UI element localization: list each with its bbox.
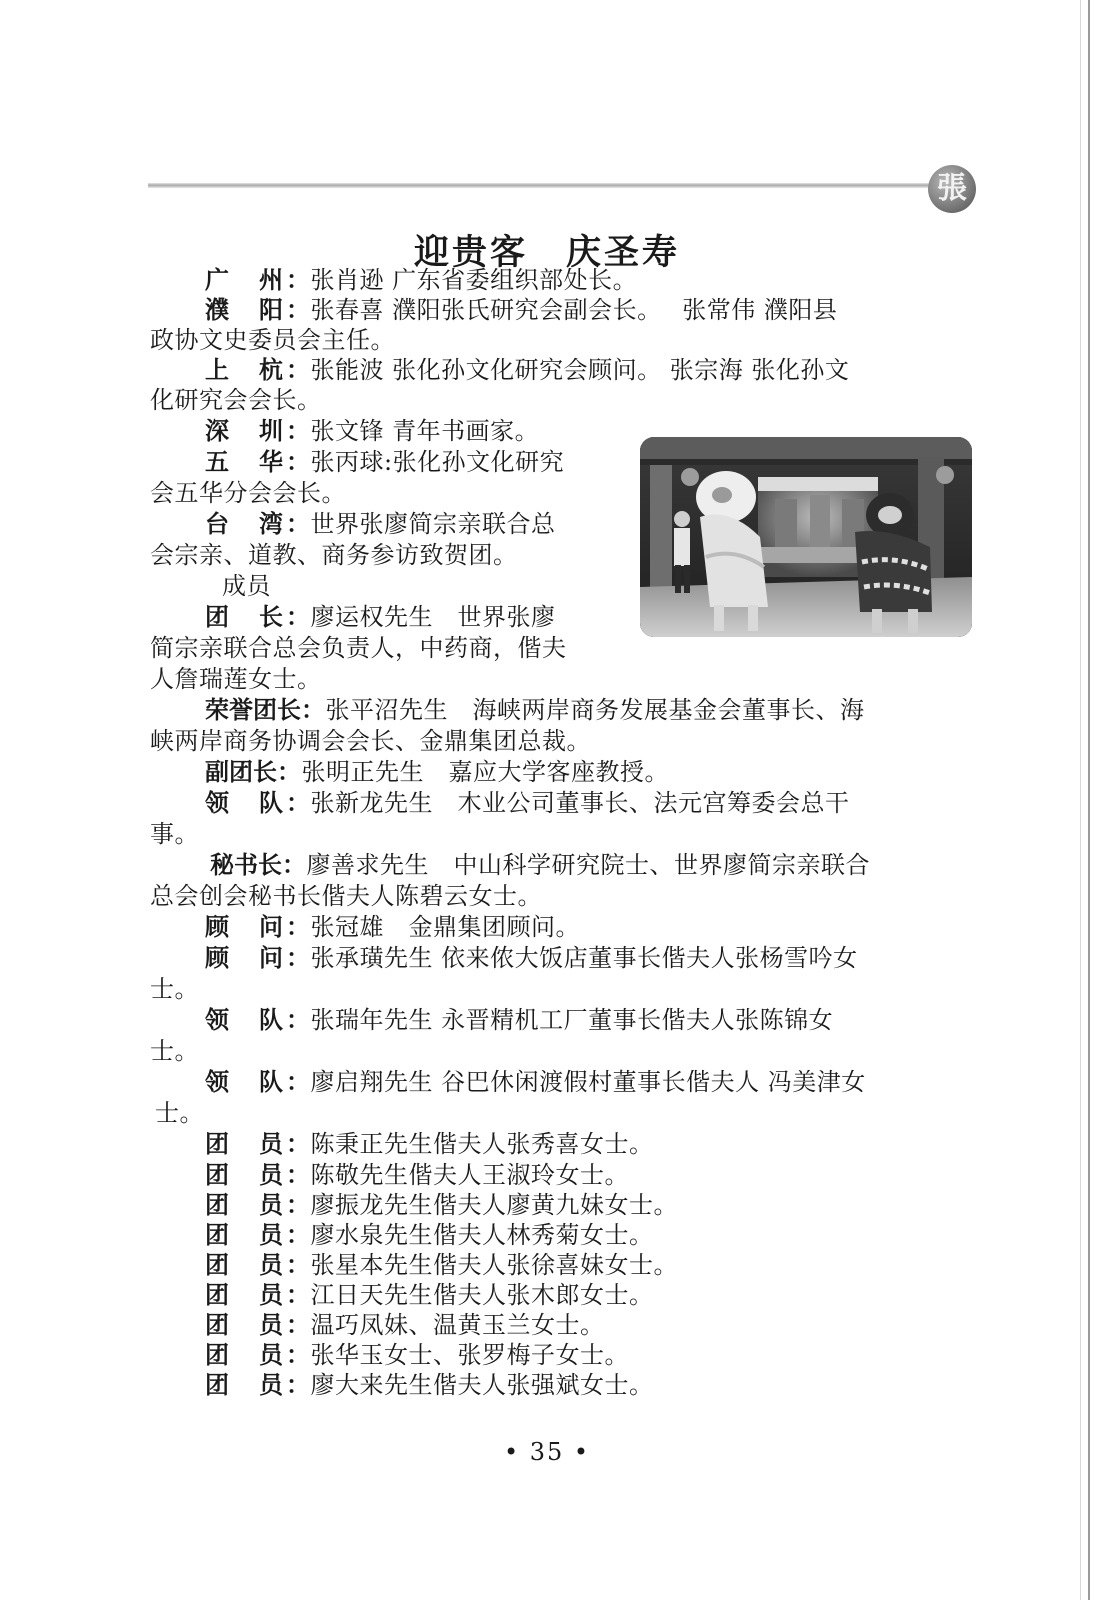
entry-continuation bbox=[150, 540, 518, 570]
entry-label: 团 员 bbox=[205, 1311, 286, 1339]
entry-continuation bbox=[150, 633, 567, 663]
entry-label: 上 杭 bbox=[205, 356, 286, 384]
entry-guwen: 顾 问：张承璜先生 依来侬大饭店董事长偕夫人张杨雪吟女 bbox=[205, 944, 858, 972]
entry-label: 顾 问 bbox=[205, 944, 286, 972]
entry-guangzhou: 广 州：张肖逊 广东省委组织部处长。 bbox=[205, 266, 638, 294]
entry-label: 团 员 bbox=[205, 1191, 286, 1219]
entry-text: 张瑞年先生 永晋精机工厂董事长偕夫人张陈锦女 bbox=[310, 1006, 834, 1034]
entry-continuation bbox=[150, 325, 395, 355]
entry-label: 团 员 bbox=[205, 1130, 286, 1158]
entry-text: 廖运权先生 世界张廖 bbox=[310, 603, 556, 631]
entry-text: 张春喜 濮阳张氏研究会副会长。 张常伟 濮阳县 bbox=[310, 296, 838, 324]
entry-continuation bbox=[155, 1098, 204, 1128]
entry-text: 张能波 张化孙文化研究会顾问。 张宗海 张化孙文 bbox=[310, 356, 850, 384]
entry-shenzhen: 深 圳：张文锋 青年书画家。 bbox=[205, 417, 540, 445]
entry-label: 副团长 bbox=[205, 758, 277, 786]
entry-text: 张文锋 青年书画家。 bbox=[310, 417, 540, 445]
entry-text: 峡两岸商务协调会会长、金鼎集团总裁。 bbox=[150, 727, 591, 755]
entry-text: 士。 bbox=[150, 1037, 199, 1065]
entry-continuation bbox=[150, 819, 199, 849]
entry-lingdui: 领 队：廖启翔先生 谷巴休闲渡假村董事长偕夫人 冯美津女 bbox=[205, 1068, 866, 1096]
entry-tuanyuan: 团 员：江日天先生偕夫人张木郎女士。 bbox=[205, 1281, 654, 1309]
entry-continuation bbox=[150, 478, 346, 508]
entry-tuanyuan: 团 员：张华玉女士、张罗梅子女士。 bbox=[205, 1341, 629, 1369]
entry-text: 事。 bbox=[150, 820, 199, 848]
entry-continuation bbox=[150, 664, 322, 694]
section-heading-members bbox=[222, 571, 271, 601]
entry-text: 士。 bbox=[155, 1099, 204, 1127]
entry-label: 顾 问 bbox=[205, 913, 286, 941]
entry-fu-tuanzhang: 副团长：张明正先生 嘉应大学客座教授。 bbox=[205, 758, 669, 786]
page-title: 迎贵客 庆圣寿 bbox=[413, 233, 680, 273]
entry-label: 广 州 bbox=[205, 266, 286, 294]
entry-text: 会五华分会会长。 bbox=[150, 479, 346, 507]
entry-text: 政协文史委员会主任。 bbox=[150, 326, 395, 354]
entry-label: 台 湾 bbox=[205, 510, 286, 538]
entry-text: 化研究会会长。 bbox=[150, 386, 322, 414]
entry-label: 团 长 bbox=[205, 603, 286, 631]
entry-label: 团 员 bbox=[205, 1341, 286, 1369]
entry-tuanyuan: 团 员：张星本先生偕夫人张徐喜妹女士。 bbox=[205, 1251, 678, 1279]
entry-tuanyuan: 团 员：陈敬先生偕夫人王淑玲女士。 bbox=[205, 1161, 629, 1189]
entry-text: 会宗亲、道教、商务参访致贺团。 bbox=[150, 541, 518, 569]
entry-shanghang: 上 杭：张能波 张化孙文化研究会顾问。 张宗海 张化孙文 bbox=[205, 356, 850, 384]
header-rule bbox=[148, 183, 930, 188]
entry-text: 人詹瑞莲女士。 bbox=[150, 665, 322, 693]
entry-mishuzhang: 秘书长：廖善求先生 中山科学研究院士、世界廖简宗亲联合 bbox=[210, 851, 870, 879]
page-number: • 35 • bbox=[503, 1438, 591, 1466]
entry-lingdui: 领 队：张瑞年先生 永晋精机工厂董事长偕夫人张陈锦女 bbox=[205, 1006, 834, 1034]
entry-text: 张冠雄 金鼎集团顾问。 bbox=[310, 913, 580, 941]
lion-dance-photo bbox=[640, 437, 972, 637]
entry-text: 张明正先生 嘉应大学客座教授。 bbox=[301, 758, 669, 786]
entry-tuanzhang: 团 长：廖运权先生 世界张廖 bbox=[205, 603, 556, 631]
entry-text: 江日天先生偕夫人张木郎女士。 bbox=[310, 1281, 654, 1309]
entry-text: 张华玉女士、张罗梅子女士。 bbox=[310, 1341, 629, 1369]
entry-label: 团 员 bbox=[205, 1161, 286, 1189]
zhang-seal-icon: 張 bbox=[928, 165, 976, 213]
entry-continuation bbox=[150, 974, 199, 1004]
entry-label: 深 圳 bbox=[205, 417, 286, 445]
entry-text: 张新龙先生 木业公司董事长、法元宫筹委会总干 bbox=[310, 789, 850, 817]
entry-tuanyuan: 团 员：陈秉正先生偕夫人张秀喜女士。 bbox=[205, 1130, 654, 1158]
entry-tuanyuan: 团 员：廖振龙先生偕夫人廖黄九妹女士。 bbox=[205, 1191, 678, 1219]
entry-tuanyuan: 团 员：廖水泉先生偕夫人林秀菊女士。 bbox=[205, 1221, 654, 1249]
entry-text: 廖大来先生偕夫人张强斌女士。 bbox=[310, 1371, 654, 1399]
entry-label: 荣誉团长 bbox=[205, 696, 301, 724]
entry-text: 张平沼先生 海峡两岸商务发展基金会董事长、海 bbox=[325, 696, 865, 724]
entry-text: 简宗亲联合总会负责人，中药商，偕夫 bbox=[150, 634, 567, 662]
section-heading: 成员 bbox=[222, 572, 271, 600]
entry-text: 廖启翔先生 谷巴休闲渡假村董事长偕夫人 冯美津女 bbox=[310, 1068, 866, 1096]
entry-continuation bbox=[150, 385, 322, 415]
entry-label: 领 队 bbox=[205, 1068, 286, 1096]
entry-text: 张星本先生偕夫人张徐喜妹女士。 bbox=[310, 1251, 678, 1279]
entry-continuation bbox=[150, 726, 591, 756]
entry-tuanyuan: 团 员：廖大来先生偕夫人张强斌女士。 bbox=[205, 1371, 654, 1399]
entry-continuation bbox=[150, 1036, 199, 1066]
entry-text: 世界张廖简宗亲联合总 bbox=[310, 510, 556, 538]
entry-label: 濮 阳 bbox=[205, 296, 286, 324]
entry-label: 秘书长 bbox=[210, 851, 282, 879]
entry-label: 团 员 bbox=[205, 1251, 286, 1279]
entry-label: 领 队 bbox=[205, 1006, 286, 1034]
entry-tuanyuan: 团 员：温巧凤妹、温黄玉兰女士。 bbox=[205, 1311, 605, 1339]
entry-text: 陈秉正先生偕夫人张秀喜女士。 bbox=[310, 1130, 654, 1158]
entry-label: 领 队 bbox=[205, 789, 286, 817]
entry-continuation bbox=[150, 881, 542, 911]
entry-label: 团 员 bbox=[205, 1371, 286, 1399]
entry-wuhua: 五 华：张丙球:张化孙文化研究 bbox=[205, 448, 565, 476]
entry-text: 廖振龙先生偕夫人廖黄九妹女士。 bbox=[310, 1191, 678, 1219]
entry-label: 团 员 bbox=[205, 1221, 286, 1249]
entry-taiwan: 台 湾：世界张廖简宗亲联合总 bbox=[205, 510, 556, 538]
entry-label: 五 华 bbox=[205, 448, 286, 476]
entry-text: 张丙球:张化孙文化研究 bbox=[310, 448, 565, 476]
entry-text: 士。 bbox=[150, 975, 199, 1003]
entry-guwen: 顾 问：张冠雄 金鼎集团顾问。 bbox=[205, 913, 580, 941]
entry-label: 团 员 bbox=[205, 1281, 286, 1309]
entry-rongyu-tuanzhang: 荣誉团长：张平沼先生 海峡两岸商务发展基金会董事长、海 bbox=[205, 696, 865, 724]
entry-text: 廖善求先生 中山科学研究院士、世界廖简宗亲联合 bbox=[306, 851, 870, 879]
entry-puyang: 濮 阳：张春喜 濮阳张氏研究会副会长。 张常伟 濮阳县 bbox=[205, 296, 838, 324]
entry-text: 温巧凤妹、温黄玉兰女士。 bbox=[310, 1311, 605, 1339]
entry-lingdui: 领 队：张新龙先生 木业公司董事长、法元宫筹委会总干 bbox=[205, 789, 850, 817]
entry-text: 张肖逊 广东省委组织部处长。 bbox=[310, 266, 638, 294]
entry-text: 廖水泉先生偕夫人林秀菊女士。 bbox=[310, 1221, 654, 1249]
entry-text: 陈敬先生偕夫人王淑玲女士。 bbox=[310, 1161, 629, 1189]
entry-text: 张承璜先生 依来侬大饭店董事长偕夫人张杨雪吟女 bbox=[310, 944, 858, 972]
entry-text: 总会创会秘书长偕夫人陈碧云女士。 bbox=[150, 882, 542, 910]
